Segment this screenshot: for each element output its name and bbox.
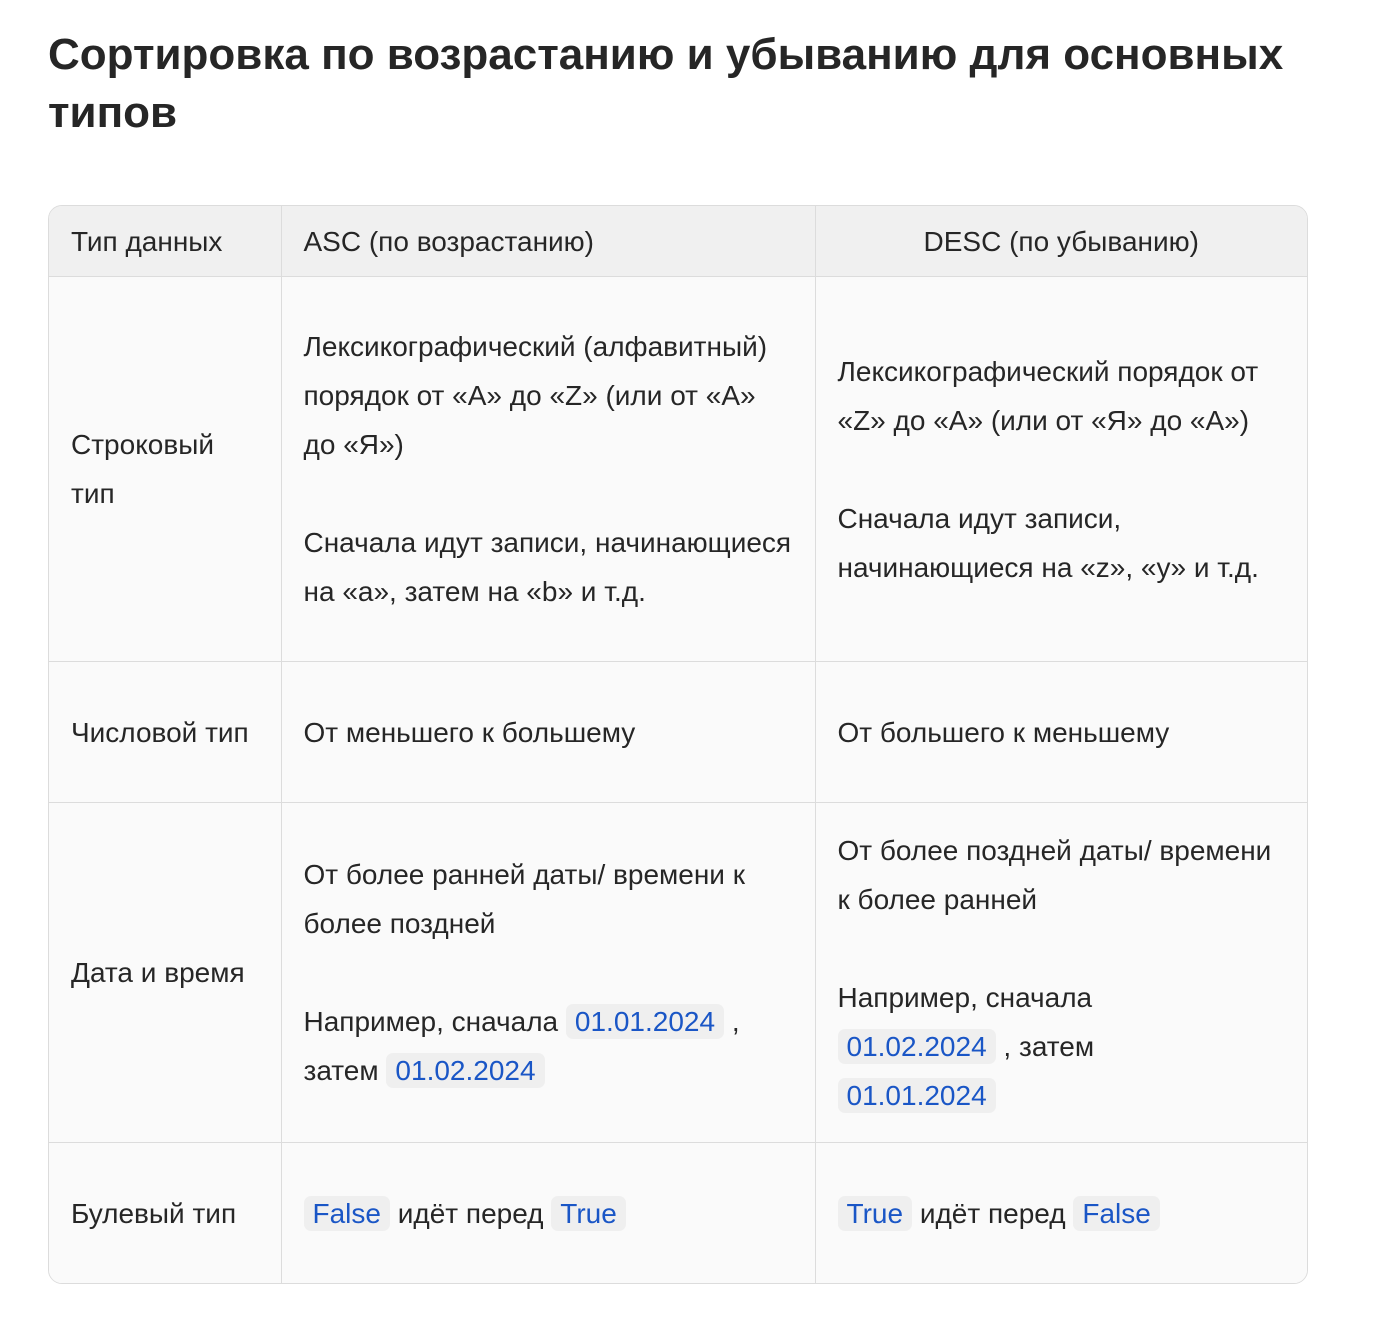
date-code: 01.02.2024 <box>838 1029 996 1064</box>
bool-code: False <box>304 1196 390 1231</box>
desc-cell-string <box>815 277 1307 662</box>
example-then: затем <box>303 1055 379 1086</box>
bool-code: True <box>551 1196 626 1231</box>
asc-string-paragraph-2: Сначала идут записи, начинающиеся на «a», затем на «b» и т.д. <box>303 527 792 607</box>
example-prefix: Например, сначала <box>837 981 1093 1013</box>
asc-string-paragraph-1: Лексикографический (алфавитный) порядок от «А» до «Z» (или от «А» до «Я») <box>303 331 768 460</box>
table-row <box>49 662 1307 803</box>
sort-comparison-table <box>48 205 1308 1284</box>
row-type-datetime: Дата и время <box>49 803 281 1143</box>
date-code: 01.01.2024 <box>838 1078 996 1113</box>
table-header-row <box>49 206 1307 277</box>
table-row <box>49 1143 1307 1284</box>
date-code: 01.01.2024 <box>566 1004 724 1039</box>
asc-cell-datetime <box>281 803 815 1143</box>
bool-code: False <box>1073 1196 1159 1231</box>
asc-datetime-paragraph-1: От более ранней даты/ времени к более поздней <box>303 859 745 939</box>
header-asc: ASC (по возрастанию) <box>281 206 815 277</box>
asc-cell-string <box>281 277 815 662</box>
table-row <box>49 803 1307 1143</box>
header-desc: DESC (по убыванию) <box>815 206 1307 277</box>
row-type-number: Числовой тип <box>49 662 281 803</box>
bool-code: True <box>838 1196 913 1231</box>
desc-string-paragraph-2: Сначала идут записи, начинающиеся на «z», «y» и т.д. <box>837 502 1259 583</box>
row-type-boolean: Булевый тип <box>49 1143 281 1284</box>
header-data-type: Тип данных <box>49 206 281 277</box>
example-then: , затем <box>1003 1030 1095 1062</box>
desc-datetime-paragraph-1: От более поздней даты/ времени к более ранней <box>837 834 1272 915</box>
desc-datetime-example <box>838 973 1286 1120</box>
bool-text: идёт перед <box>397 1197 544 1229</box>
asc-cell-boolean <box>281 1143 815 1284</box>
asc-datetime-example <box>304 997 793 1095</box>
date-code: 01.02.2024 <box>386 1053 544 1088</box>
desc-cell-datetime <box>815 803 1307 1143</box>
desc-cell-boolean <box>815 1143 1307 1284</box>
example-prefix: Например, сначала <box>303 1006 559 1037</box>
asc-cell-number: От меньшего к большему <box>281 662 815 803</box>
row-type-string: Строковый тип <box>49 277 281 662</box>
desc-cell-number: От большего к меньшему <box>815 662 1307 803</box>
example-comma: , <box>731 1006 740 1037</box>
page-title: Сортировка по возрастанию и убыванию для основных типов <box>48 30 1284 137</box>
desc-string-paragraph-1: Лексикографический порядок от «Z» до «A» (или от «Я» до «А») <box>837 355 1259 436</box>
bool-text: идёт перед <box>919 1197 1066 1229</box>
table-row <box>49 277 1307 662</box>
